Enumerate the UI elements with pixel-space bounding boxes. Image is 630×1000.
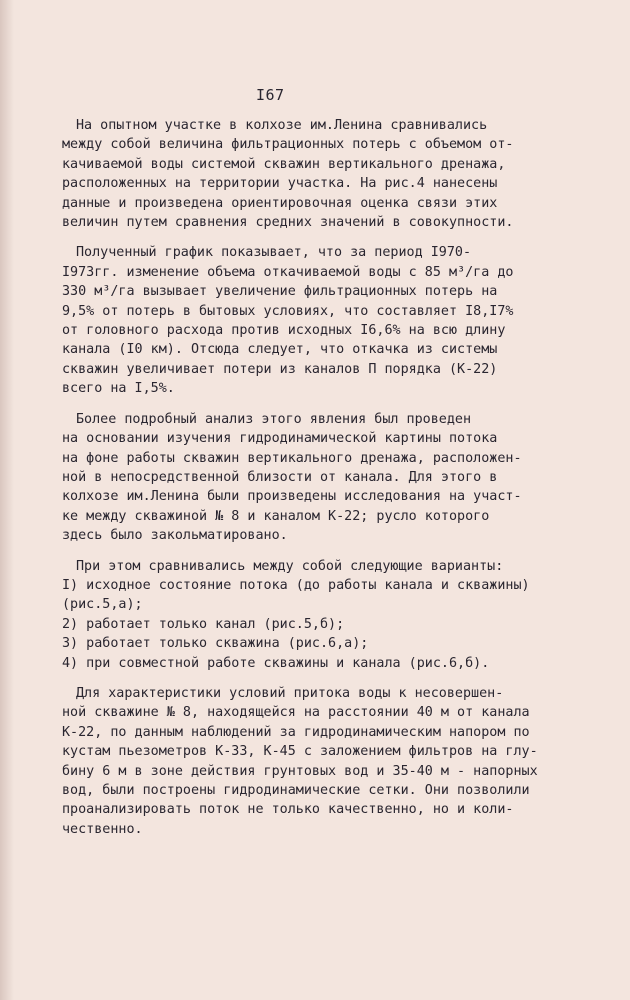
text-line: величин путем сравнения средних значений в совокупности. [62, 215, 514, 231]
text-line: данные и произведена ориентировочная оценка связи этих [62, 195, 498, 211]
text-line: К-22, по данным наблюдений за гидродинамическим напором по [62, 724, 530, 740]
list-item-continuation: (рис.5,а); [62, 597, 143, 613]
text-line: Для характеристики условий притока воды к несовершен- [76, 685, 504, 701]
text-line: качиваемой воды системой скважин вертикального дренажа, [62, 156, 506, 172]
text-line: ной в непосредственной близости от канала. Для этого в [62, 469, 498, 485]
text-line: ной скважине № 8, находящейся на расстоянии 40 м от канала [62, 705, 530, 721]
text-line: проанализировать поток не только качественно, но и коли- [62, 802, 514, 818]
text-line: скважин увеличивает потери из каналов П порядка (К-22) [62, 361, 498, 377]
text-line: вод, были построены гидродинамические сетки. Они позволили [62, 783, 530, 798]
paragraph-2 [62, 243, 532, 398]
text-line: бину 6 м в зоне действия грунтовых вод и 35-40 м - напорных [62, 763, 538, 779]
body-text [62, 116, 538, 850]
paragraph-1 [62, 116, 532, 232]
text-line: Более подробный анализ этого явления был проведен [76, 411, 472, 427]
paragraph-3 [62, 410, 532, 546]
list-item: 2) работает только канал (рис.5,б); [62, 616, 345, 632]
paragraph-5 [62, 684, 538, 839]
text-line: здесь было закольматировано. [62, 528, 288, 544]
text-line: 9,5% от потерь в бытовых условиях, что составляет I8,I7% [62, 303, 514, 319]
text-line: расположенных на территории участка. На рис.4 нанесены [62, 176, 498, 192]
text-line: ке между скважиной № 8 и каналом К-22; русло которого [62, 508, 490, 524]
text-line: на основании изучения гидродинамической картины потока [62, 431, 498, 447]
text-line: На опытном участке в колхозе им.Ленина сравнивались [76, 118, 488, 133]
list-item: 3) работает только скважина (рис.6,а); [62, 636, 369, 652]
text-line: I973гг. изменение объема откачиваемой воды с 85 м³/га до [62, 264, 514, 280]
text-line: от головного расхода против исходных I6,6% на всю длину [62, 323, 506, 339]
list-item: I) исходное состояние потока (до работы канала и скважины) [62, 577, 530, 593]
text-line: колхозе им.Ленина были произведены исследования на участ- [62, 489, 522, 505]
text-line: Полученный график показывает, что за период I970- [76, 245, 472, 261]
text-line: чественно. [62, 821, 143, 837]
paragraph-4 [62, 557, 532, 673]
text-line: При этом сравнивались между собой следующие варианты: [76, 558, 504, 574]
text-line: канала (I0 км). Отсюда следует, что откачка из системы [62, 342, 498, 358]
page-number: I67 [256, 86, 285, 104]
page-edge-shadow [0, 0, 14, 1000]
text-line: 330 м³/га вызывает увеличение фильтрационных потерь на [62, 284, 498, 300]
text-line: всего на I,5%. [62, 381, 175, 397]
text-line: кустам пьезометров К-33, К-45 с заложением фильтров на глу- [62, 744, 538, 760]
text-line: между собой величина фильтрационных потерь с объемом от- [62, 137, 514, 153]
text-line: на фоне работы скважин вертикального дренажа, расположен- [62, 450, 522, 466]
list-item: 4) при совместной работе скважины и канала (рис.6,б). [62, 655, 490, 671]
